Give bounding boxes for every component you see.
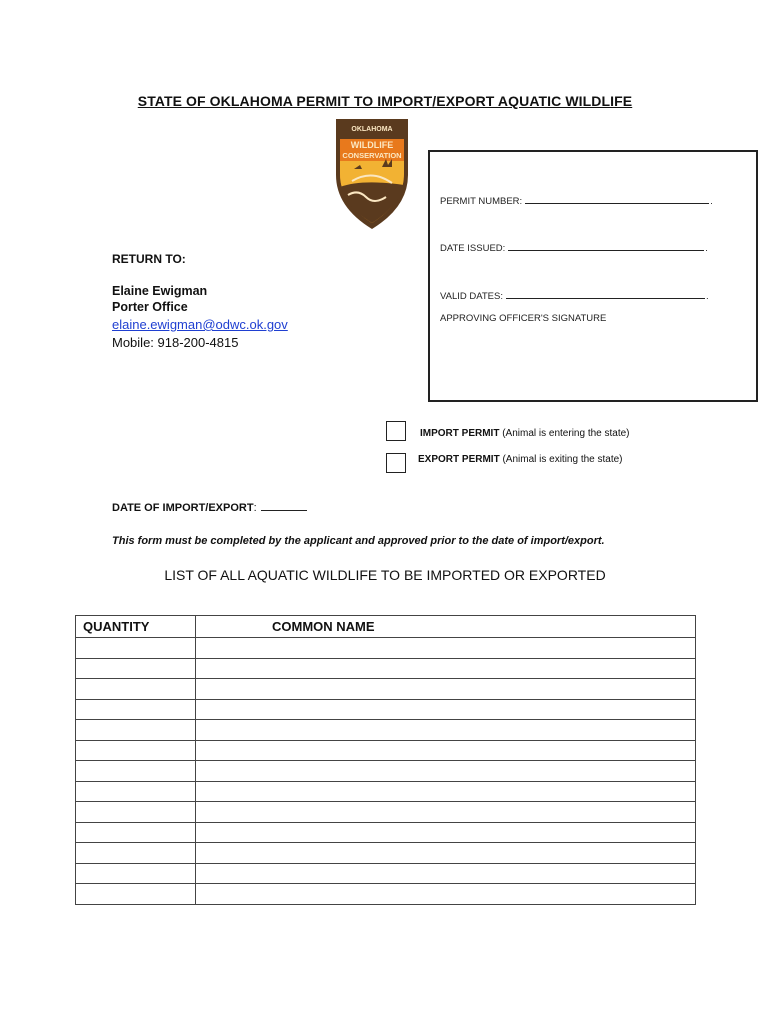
quantity-cell[interactable] — [76, 761, 196, 782]
date-of-import-export-label: DATE OF IMPORT/EXPORT — [112, 502, 254, 514]
quantity-cell[interactable] — [76, 884, 196, 905]
export-permit-description: (Animal is exiting the state) — [499, 454, 623, 465]
quantity-cell[interactable] — [76, 863, 196, 884]
valid-dates-field[interactable] — [440, 289, 709, 302]
table-row — [76, 884, 696, 905]
valid-dates-line[interactable] — [506, 289, 705, 299]
table-header-row — [76, 616, 696, 638]
quantity-header: QUANTITY — [76, 616, 196, 638]
common-name-cell[interactable] — [196, 740, 696, 761]
permit-number-line[interactable] — [525, 194, 709, 204]
table-body — [76, 638, 696, 905]
date-of-import-export-field[interactable] — [112, 500, 307, 514]
table-row — [76, 699, 696, 720]
import-permit-label — [420, 428, 630, 439]
contact-office: Porter Office — [112, 300, 188, 314]
common-name-cell[interactable] — [196, 658, 696, 679]
approving-officer-signature-label: APPROVING OFFICER'S SIGNATURE — [440, 313, 607, 324]
completion-note: This form must be completed by the applicant and approved prior to the date of import/export. — [112, 535, 605, 547]
table-row — [76, 761, 696, 782]
import-permit-name: IMPORT PERMIT — [420, 428, 500, 439]
table-row — [76, 658, 696, 679]
import-permit-checkbox[interactable] — [386, 421, 406, 441]
quantity-cell[interactable] — [76, 843, 196, 864]
permit-number-terminator: . — [710, 196, 713, 207]
common-name-cell[interactable] — [196, 822, 696, 843]
common-name-cell[interactable] — [196, 802, 696, 823]
table-row — [76, 843, 696, 864]
valid-dates-label: VALID DATES: — [440, 291, 503, 302]
list-title: LIST OF ALL AQUATIC WILDLIFE TO BE IMPORTED OR EXPORTED — [164, 567, 606, 583]
quantity-cell[interactable] — [76, 802, 196, 823]
common-name-cell[interactable] — [196, 884, 696, 905]
table-row — [76, 740, 696, 761]
permit-info-box — [428, 150, 758, 402]
table-row — [76, 638, 696, 659]
date-issued-label: DATE ISSUED: — [440, 243, 506, 254]
common-name-cell[interactable] — [196, 720, 696, 741]
logo-line2: WILDLIFE — [350, 140, 394, 150]
date-of-import-export-colon: : — [253, 502, 257, 514]
return-to-label: RETURN TO: — [112, 252, 186, 266]
export-permit-label — [418, 454, 623, 465]
logo-line3: CONSERVATION — [342, 151, 402, 160]
common-name-cell[interactable] — [196, 843, 696, 864]
contact-email-link[interactable]: elaine.ewigman@odwc.ok.gov — [112, 317, 288, 332]
date-issued-line[interactable] — [508, 241, 704, 251]
export-permit-checkbox[interactable] — [386, 453, 406, 473]
table-row — [76, 863, 696, 884]
contact-phone: Mobile: 918-200-4815 — [112, 335, 239, 350]
common-name-cell[interactable] — [196, 679, 696, 700]
contact-name: Elaine Ewigman — [112, 284, 208, 298]
aquatic-wildlife-table — [75, 615, 696, 905]
date-issued-terminator: . — [705, 243, 708, 254]
table-row — [76, 720, 696, 741]
quantity-cell[interactable] — [76, 720, 196, 741]
common-name-cell[interactable] — [196, 699, 696, 720]
date-issued-field[interactable] — [440, 241, 708, 254]
table-row — [76, 679, 696, 700]
import-permit-description: (Animal is entering the state) — [499, 428, 630, 439]
table-row — [76, 822, 696, 843]
quantity-cell[interactable] — [76, 740, 196, 761]
logo-line1: OKLAHOMA — [351, 126, 393, 133]
common-name-cell[interactable] — [196, 638, 696, 659]
quantity-cell[interactable] — [76, 638, 196, 659]
date-of-import-export-line[interactable] — [261, 500, 307, 511]
common-name-cell[interactable] — [196, 781, 696, 802]
common-name-cell[interactable] — [196, 863, 696, 884]
permit-number-label: PERMIT NUMBER: — [440, 196, 523, 207]
export-permit-name: EXPORT PERMIT — [418, 454, 500, 465]
quantity-cell[interactable] — [76, 699, 196, 720]
odwc-logo — [332, 117, 412, 231]
quantity-cell[interactable] — [76, 822, 196, 843]
quantity-cell[interactable] — [76, 781, 196, 802]
valid-dates-terminator: . — [706, 291, 709, 302]
permit-number-field[interactable] — [440, 194, 713, 207]
quantity-cell[interactable] — [76, 679, 196, 700]
table-row — [76, 802, 696, 823]
page-title: STATE OF OKLAHOMA PERMIT TO IMPORT/EXPORT AQUATIC WILDLIFE — [137, 93, 633, 109]
common-name-cell[interactable] — [196, 761, 696, 782]
quantity-cell[interactable] — [76, 658, 196, 679]
table-row — [76, 781, 696, 802]
common-name-header: COMMON NAME — [196, 616, 696, 638]
